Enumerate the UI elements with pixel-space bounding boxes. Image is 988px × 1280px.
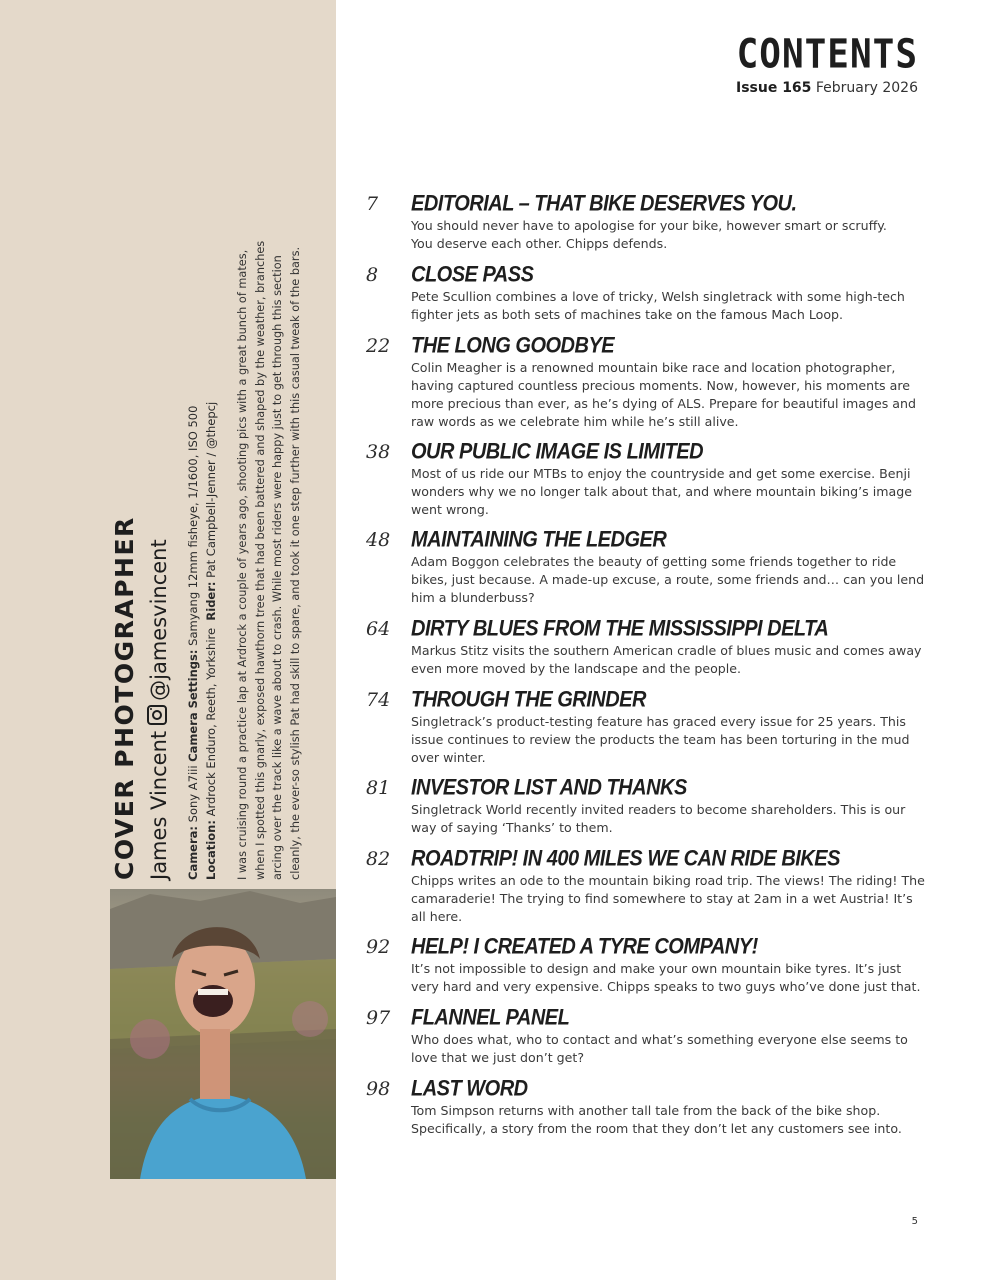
instagram-icon [147,705,167,725]
entry-description-line: Pete Scullion combines a love of tricky, Welsh singletrack with some high-tech [411,289,905,304]
entry-title[interactable]: LAST WORD [411,1076,528,1102]
entry-title[interactable]: THE LONG GOODBYE [411,333,615,359]
camera-label: Camera: [186,825,200,880]
entry-page-number: 74 [366,689,391,711]
rider-label: Rider: [204,581,218,621]
entry-description-line: Who does what, who to contact and what’s something everyone else seems to [411,1032,908,1047]
portrait-illustration [110,889,336,1179]
story-line: I was cruising round a practice lap at Ardrock a couple of years ago, shooting pics with a great bunch of mates, [236,249,249,880]
entry-title[interactable]: CLOSE PASS [411,262,534,288]
entry-description-line: It’s not impossible to design and make your own mountain bike tyres. It’s just [411,961,902,976]
entry-page-number: 82 [366,848,391,870]
entry-description-line: even more moved by the landscape and the people. [411,661,742,676]
entry-title[interactable]: EDITORIAL – THAT BIKE DESERVES YOU. [411,191,797,217]
photographer-portrait [110,889,336,1179]
entry-description-line: Most of us ride our MTBs to enjoy the countryside and get some exercise. Benji [411,466,911,481]
photographer-name: James Vincent [147,730,171,880]
entry-description-line: raw words as we celebrate him while he’s still alive. [411,414,739,429]
entry-description-line: love that we just don’t get? [411,1050,585,1065]
entry-description-line: You should never have to apologise for your bike, however smart or scruffy. [411,218,887,233]
entry-page-number: 98 [366,1078,391,1100]
cover-credits-rotated [110,180,338,880]
entry-description-line: camaraderie! The trying to find somewhere to stay at 2am in a wet Austria! It’s [411,891,913,906]
cover-heading: COVER PHOTOGRAPHER [110,516,139,880]
issue-number: Issue 165 [735,80,812,96]
entry-description-line: issue continues to review the products the team has been torturing in the mud [411,732,910,747]
entry-title[interactable]: INVESTOR LIST AND THANKS [411,775,687,801]
issue-line [736,80,918,96]
photographer-instagram: @jamesvincent [147,539,171,701]
page-title: CONTENTS [736,31,918,78]
entry-description [411,1102,921,1138]
story-line: when I spotted this gnarly, exposed hawthorn tree that had been battered and shaped by the weather, branches [253,240,267,880]
issue-date: February 2026 [815,80,918,96]
settings-value: Samyang 12mm fisheye, 1/1600, ISO 500 [186,405,200,646]
entry-description-line: Singletrack’s product-testing feature has graced every issue for 25 years. This [411,714,906,729]
page-number: 5 [911,1216,918,1227]
entry-description [411,1031,921,1067]
entry-page-number: 7 [366,193,379,215]
entry-description-line: Adam Boggon celebrates the beauty of getting some friends together to ride [411,554,897,569]
location-line [202,402,220,880]
entry-description [411,801,921,837]
entry-description [411,553,925,607]
entry-title[interactable]: OUR PUBLIC IMAGE IS LIMITED [411,439,704,465]
entry-description-line: Colin Meagher is a renowned mountain bike race and location photographer, [411,360,896,375]
entry-description [411,288,921,324]
entry-title[interactable]: HELP! I CREATED A TYRE COMPANY! [411,934,758,960]
entry-title[interactable]: THROUGH THE GRINDER [411,687,646,713]
entry-title[interactable]: MAINTAINING THE LEDGER [411,527,667,553]
entry-page-number: 81 [366,777,391,799]
photographer-line [144,539,174,880]
entry-description-line: You deserve each other. Chipps defends. [411,236,668,251]
entry-description-line: bikes, just because. A made-up excuse, a route, some friends and… can you lend [411,572,925,587]
entry-description-line: all here. [411,909,463,924]
entry-page-number: 8 [366,264,379,286]
entry-description [411,960,921,996]
entry-description [411,713,921,767]
entry-description-line: went wrong. [411,502,489,517]
entry-description [411,642,921,678]
story-line: cleanly, the ever-so stylish Pat had skill to spare, and took it one step further with this casual tweak of the bars. [288,246,302,880]
camera-credits [184,402,220,880]
entry-description [411,217,921,253]
entry-page-number: 38 [366,441,391,463]
location-label: Location: [204,820,218,880]
entry-description-line: way of saying ‘Thanks’ to them. [411,820,613,835]
entry-page-number: 64 [366,618,391,640]
entry-title[interactable]: FLANNEL PANEL [411,1005,570,1031]
entry-description-line: very hard and very expensive. Chipps speaks to two guys who’ve done just that. [411,979,921,994]
entry-title[interactable]: ROADTRIP! IN 400 MILES WE CAN RIDE BIKES [411,846,840,872]
entry-description-line: Singletrack World recently invited readers to become shareholders. This is our [411,802,906,817]
entry-page-number: 97 [366,1007,391,1029]
entry-title[interactable]: DIRTY BLUES FROM THE MISSISSIPPI DELTA [411,616,829,642]
entry-description-line: wonders why we no longer talk about that, and where mountain biking’s image [411,484,912,499]
settings-label: Camera Settings: [186,649,200,762]
story-line: arcing over the track like a wave about to crash. While most riders were happy just to get through this section [271,255,284,880]
location-value: Ardrock Enduro, Reeth, Yorkshire [204,627,218,817]
entry-description [411,359,921,431]
entry-description-line: Chipps writes an ode to the mountain biking road trip. The views! The riding! The [411,873,925,888]
entry-description-line: having captured countless precious moments. Now, however, his moments are [411,378,910,393]
rider-value: Pat Campbell-Jenner / @thepcj [204,401,218,578]
entry-description-line: him a blunderbuss? [411,590,535,605]
entry-description [411,872,925,926]
entry-description-line: Specifically, a story from the room that they don’t let any customers see into. [411,1121,902,1136]
cover-story [234,180,304,880]
entry-description-line: Tom Simpson returns with another tall tale from the back of the bike shop. [411,1103,881,1118]
entry-description-line: Markus Stitz visits the southern American cradle of blues music and comes away [411,643,922,658]
camera-value: Sony A7iii [186,765,200,823]
entry-page-number: 92 [366,936,391,958]
entry-description-line: over winter. [411,750,486,765]
camera-line [184,402,202,880]
entry-page-number: 22 [366,335,391,357]
entry-description-line: more precious than ever, as he’s dying of ALS. Prepare for beautiful images and [411,396,916,411]
entry-page-number: 48 [366,529,391,551]
entry-description-line: fighter jets as both sets of machines take on the famous Mach Loop. [411,307,844,322]
entry-description [411,465,921,519]
